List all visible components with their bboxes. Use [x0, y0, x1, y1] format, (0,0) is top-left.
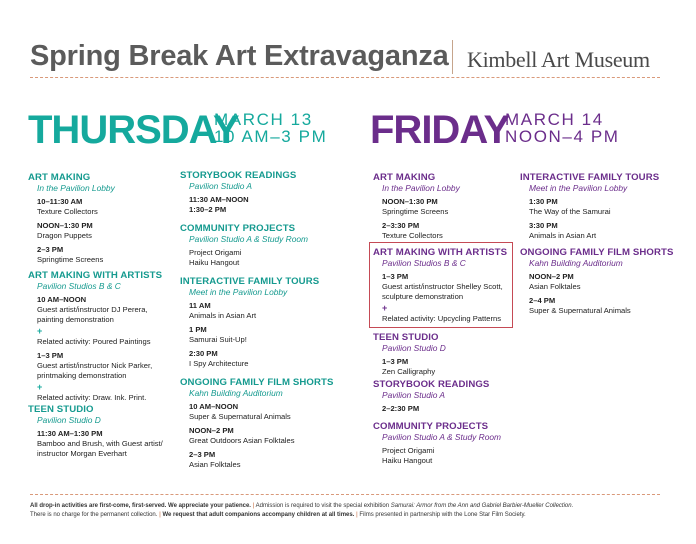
event-desc: Guest artist/instructor Shelley Scott, [382, 282, 503, 291]
event-item [189, 402, 360, 422]
event-desc: The Way of the Samurai [529, 207, 611, 216]
thursday-hours: 10 AM–3 PM [214, 127, 328, 146]
event-desc: I Spy Architecture [189, 359, 249, 368]
event-time: NOON–2 PM [529, 272, 574, 281]
event-time: 2–4 PM [529, 296, 556, 305]
event-desc: Guest artist/instructor DJ Perera, [37, 305, 148, 314]
section-heading: STORYBOOK READINGS [373, 379, 490, 390]
event-time: 10 AM–NOON [189, 402, 239, 411]
event-item [189, 195, 360, 215]
event-desc: Zen Calligraphy [382, 367, 436, 376]
event-time: 2–3:30 PM [382, 221, 420, 230]
event-desc: Springtime Screens [37, 255, 104, 264]
event-item [189, 450, 360, 470]
section-heading: ONGOING FAMILY FILM SHORTS [520, 247, 674, 258]
thursday-heading: THURSDAY [28, 108, 239, 152]
fri-teen-studio [373, 332, 553, 377]
event-time: 11:30 AM–NOON [189, 195, 249, 204]
section-location: In the Pavilion Lobby [382, 183, 460, 193]
section-heading: COMMUNITY PROJECTS [180, 223, 296, 234]
footer-dropin-note: All drop-in activities are first-come, first-served. We appreciate your patience. [30, 503, 251, 509]
event-time: 2:30 PM [189, 349, 218, 358]
event-desc: Texture Collectors [37, 207, 98, 216]
section-heading: TEEN STUDIO [28, 404, 94, 415]
thu-storybook [180, 170, 360, 215]
event-item [529, 197, 696, 217]
header-divider [452, 40, 453, 74]
event-desc: Asian Folktales [189, 460, 241, 469]
section-heading: TEEN STUDIO [373, 332, 439, 343]
friday-hours: NOON–4 PM [505, 127, 620, 146]
thu-family-tours [180, 276, 360, 369]
event-desc: Springtime Screens [382, 207, 449, 216]
event-item [189, 325, 360, 345]
section-location: Pavilion Studios B & C [37, 281, 121, 291]
event-desc: Animals in Asian Art [189, 311, 257, 320]
footer-companion-note: We request that adult companions accompany children at all times. [162, 512, 355, 518]
section-heading: INTERACTIVE FAMILY TOURS [520, 172, 660, 183]
event-desc: Asian Folktales [529, 282, 581, 291]
event-item [189, 248, 360, 268]
section-location: Meet in the Pavilion Lobby [189, 287, 288, 297]
event-time: NOON–1:30 PM [37, 221, 93, 230]
section-location: Pavilion Studio A & Study Room [382, 432, 502, 442]
thursday-date: MARCH 13 [214, 110, 313, 129]
event-item [529, 221, 696, 241]
section-location: Pavilion Studio A & Study Room [189, 234, 309, 244]
friday-date-block [505, 111, 620, 145]
related-activity-text: Related activity: Upcycling Patterns [382, 314, 502, 323]
fri-family-tours [520, 172, 696, 241]
event-desc: Super & Supernatural Animals [529, 306, 631, 315]
footer-line-1 [30, 502, 670, 511]
section-heading: ONGOING FAMILY FILM SHORTS [180, 377, 334, 388]
section-location: Meet in the Pavilion Lobby [529, 183, 628, 193]
event-item [382, 357, 553, 377]
footer-separator: | [159, 512, 161, 518]
section-location: Pavilion Studios B & C [382, 258, 466, 268]
event-desc: printmaking demonstration [37, 371, 127, 380]
event-item [382, 404, 553, 414]
event-time: 1 PM [189, 325, 207, 334]
section-heading: ART MAKING [373, 172, 436, 183]
event-desc: Great Outdoors Asian Folktales [189, 436, 295, 445]
event-time: 1–3 PM [382, 357, 409, 366]
section-heading: ART MAKING WITH ARTISTS [373, 247, 508, 258]
fri-community-projects [373, 421, 553, 466]
event-desc: painting demonstration [37, 315, 114, 324]
footer-admission-note: Admission is required to visit the special exhibition [255, 503, 390, 509]
section-heading: ART MAKING [28, 172, 91, 183]
event-time: 2–3 PM [37, 245, 64, 254]
footer-line-2 [30, 511, 670, 520]
footer-notes [30, 502, 670, 520]
event-time: 2–3 PM [189, 450, 216, 459]
section-location: In the Pavilion Lobby [37, 183, 115, 193]
thu-community-projects [180, 223, 360, 268]
event-time: 1–3 PM [37, 351, 64, 360]
footer-exhibition-title: Samurai: Armor from the Ann and Gabriel Barbier-Mueller Collection. [390, 503, 574, 509]
event-desc: Haiku Hangout [382, 456, 433, 465]
page-title: Spring Break Art Extravaganza [30, 40, 449, 72]
footer-film-partner-note: Films presented in partnership with the Lone Star Film Society. [359, 512, 526, 518]
event-item [189, 349, 360, 369]
event-desc: Super & Supernatural Animals [189, 412, 291, 421]
plus-icon: + [37, 382, 43, 392]
event-item [529, 296, 696, 316]
friday-heading: FRIDAY [370, 108, 510, 152]
event-time: 2–2:30 PM [382, 404, 420, 413]
event-time: 1:30 PM [529, 197, 558, 206]
event-time: 11 AM [189, 301, 211, 310]
friday-date: MARCH 14 [505, 110, 604, 129]
footer-dashed-rule [30, 494, 660, 495]
event-desc: Dragon Puppets [37, 231, 92, 240]
event-desc: Haiku Hangout [189, 258, 240, 267]
fri-film-shorts [520, 247, 696, 316]
event-desc: Project Origami [382, 446, 435, 455]
event-desc: Animals in Asian Art [529, 231, 597, 240]
plus-icon: + [37, 326, 43, 336]
event-time: 1:30–2 PM [189, 205, 227, 214]
section-heading: INTERACTIVE FAMILY TOURS [180, 276, 320, 287]
event-item [189, 426, 360, 446]
footer-separator: | [356, 512, 358, 518]
plus-icon: + [382, 303, 388, 313]
section-location: Pavilion Studio D [37, 415, 101, 425]
event-desc: Bamboo and Brush, with Guest artist/ [37, 439, 163, 448]
event-item [189, 301, 360, 321]
related-activity-text: Related activity: Poured Paintings [37, 337, 151, 346]
event-desc: instructor Morgan Everhart [37, 449, 127, 458]
section-heading: STORYBOOK READINGS [180, 170, 297, 181]
header-dashed-rule [30, 77, 660, 78]
event-desc: Samurai Suit-Up! [189, 335, 247, 344]
thursday-date-block [214, 111, 327, 145]
event-time: 11:30 AM–1:30 PM [37, 429, 103, 438]
event-time: NOON–1:30 PM [382, 197, 438, 206]
section-location: Pavilion Studio D [382, 343, 446, 353]
section-heading: COMMUNITY PROJECTS [373, 421, 489, 432]
footer-permanent-note: There is no charge for the permanent collection. [30, 512, 158, 518]
event-time: 10 AM–NOON [37, 295, 87, 304]
section-location: Kahn Building Auditorium [189, 388, 283, 398]
footer-separator: | [252, 503, 255, 509]
section-heading: ART MAKING WITH ARTISTS [28, 270, 163, 281]
event-time: NOON–2 PM [189, 426, 234, 435]
section-location: Pavilion Studio A [189, 181, 253, 191]
event-desc: sculpture demonstration [382, 292, 464, 301]
event-desc: Guest artist/instructor Nick Parker, [37, 361, 153, 370]
event-time: 1–3 PM [382, 272, 409, 281]
thu-film-shorts [180, 377, 360, 470]
section-location: Pavilion Studio A [382, 390, 446, 400]
related-activity-text: Related activity: Draw. Ink. Print. [37, 393, 147, 402]
fri-storybook [373, 379, 553, 414]
museum-logo-text: Kimbell Art Museum [467, 47, 650, 72]
event-time: 3:30 PM [529, 221, 558, 230]
event-time: 10–11:30 AM [37, 197, 83, 206]
event-desc: Project Origami [189, 248, 242, 257]
event-item [529, 272, 696, 292]
section-location: Kahn Building Auditorium [529, 258, 623, 268]
event-item [382, 446, 553, 466]
event-desc: Texture Collectors [382, 231, 443, 240]
